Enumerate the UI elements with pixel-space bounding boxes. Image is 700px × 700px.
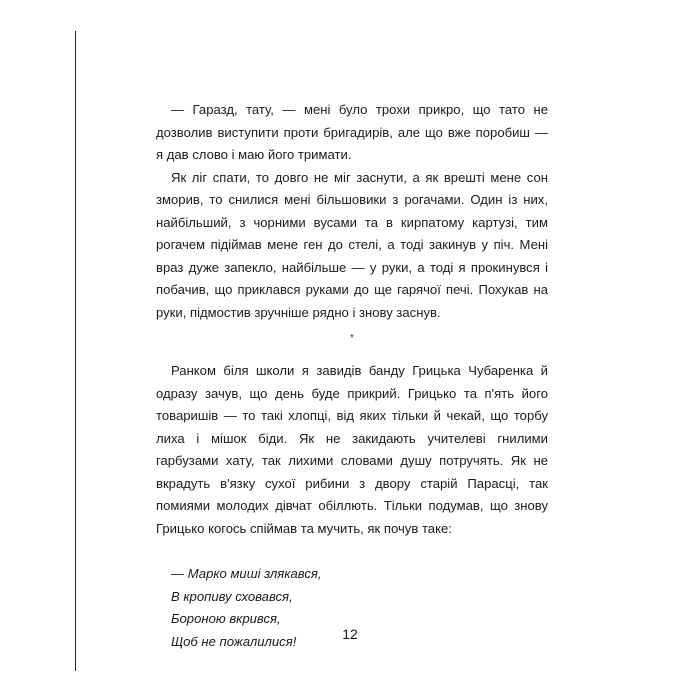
- paragraph-1: — Гаразд, тату, — мені було трохи прикро, що тато не дозволив виступити проти бригадирів, але що вже поробиш — я дав слово і маю його тримати.: [156, 102, 548, 162]
- poem-line-3: Бороною вкрився,: [171, 611, 281, 626]
- paragraph-3: Ранком біля школи я завидів банду Грицька Чубаренка й одразу зачув, що день буде прикрий. Грицько та п'ять його товаришів — то такі хлопці, від яких тільки й чекай, що торбу лиха і мішок біди. Як не закидають учителеві гнилими гарбузами хату, так лихими словами душу потручять. Як не вкрадуть в'язку сухої рибини з двору старій Парасці, так помиями молодих дівчат обіллють. Тільки подумав, що знову Грицько когось спіймав та мучить, як почув таке:: [156, 363, 548, 536]
- poem-line-4: Щоб не пожалилися!: [171, 633, 297, 649]
- poem-line-1: — Марко миші злякався,: [171, 566, 322, 581]
- page-spine-line: [75, 31, 76, 671]
- poem-line-2: В кропиву сховався,: [171, 588, 293, 604]
- section-separator: *: [350, 333, 354, 344]
- paragraph-2: Як ліг спати, то довго не міг заснути, а як врешті мене сон зморив, то снилися мені більшовики з рогачами. Один із них, найбільший, з чорними вусами та в кирпатому картузі, тим рогачем підіймав мене ген до стелі, а тоді закинув у піч. Мені враз дуже запекло, найбільше — у руки, а тоді я прокинувся і побачив, що приклався руками до ще гарячої печі. Похукав на руки, підмостив зручніше рядно і знову заснув.: [156, 169, 548, 320]
- page-number: 12: [342, 626, 358, 642]
- page-text-block: [156, 99, 548, 653]
